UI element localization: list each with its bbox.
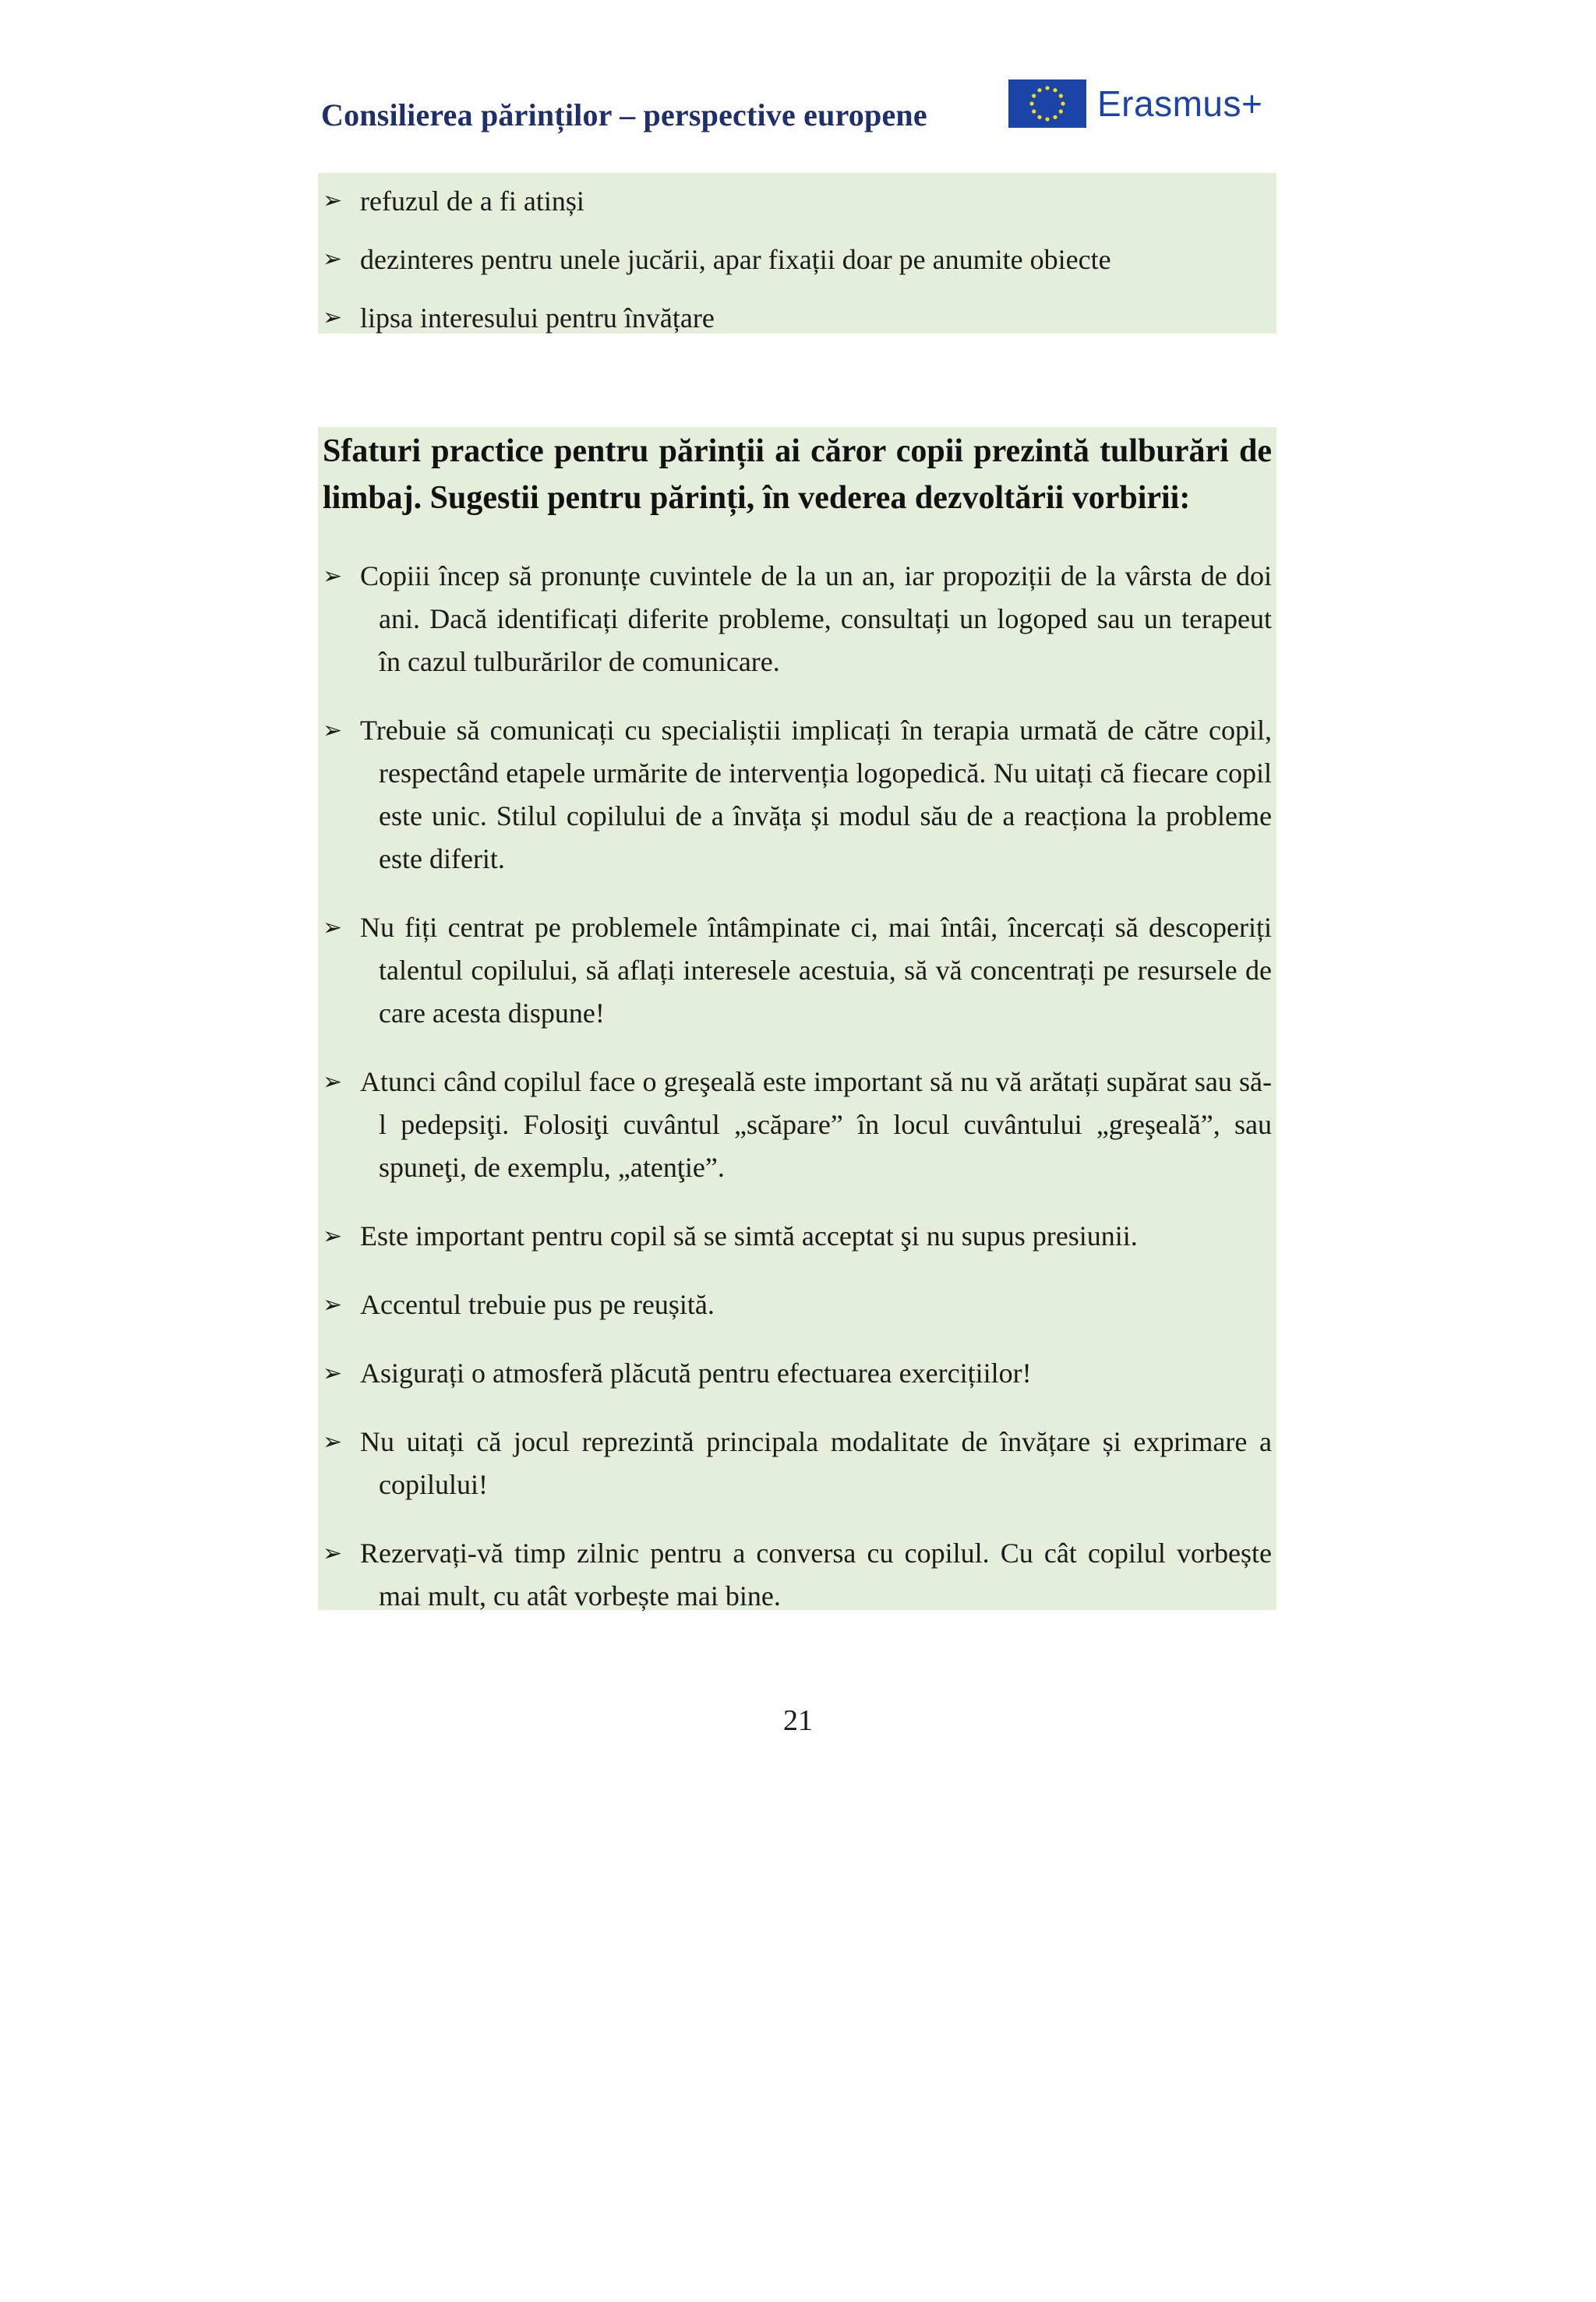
page-number: 21 <box>783 1704 813 1737</box>
list-item: ➢ Trebuie să comunicați cu specialiștii implicați în terapia urmată de către copil, respectând etapele urmărite de intervenția logopedică. Nu uitați că fiecare copil este unic. Stilul copilului de a învăța și modul său de a reacționa la probleme este diferit. <box>318 709 1276 881</box>
erasmus-logo <box>1008 79 1262 128</box>
arrow-bullet-icon: ➢ <box>323 1068 343 1096</box>
list-item: ➢ Nu fiți centrat pe problemele întâmpinate ci, mai întâi, încercați să descoperiți talentul copilului, să aflați interesele acestuia, să vă concentrați pe resursele de care acesta dispune! <box>318 906 1276 1035</box>
symptoms-list-box <box>318 173 1276 334</box>
erasmus-wordmark: Erasmus+ <box>1097 83 1263 124</box>
list-item: ➢ Rezervați-vă timp zilnic pentru a conversa cu copilul. Cu cât copilul vorbește mai mult, cu atât vorbește mai bine. <box>318 1532 1276 1618</box>
eu-flag-icon <box>1008 79 1086 128</box>
arrow-bullet-icon: ➢ <box>323 914 343 941</box>
list-item: ➢ lipsa interesului pentru învățare <box>318 298 1276 356</box>
arrow-bullet-icon: ➢ <box>323 1223 343 1250</box>
arrow-bullet-icon: ➢ <box>323 187 343 214</box>
arrow-bullet-icon: ➢ <box>323 717 343 744</box>
list-item: ➢ Este important pentru copil să se simtă acceptat şi nu supus presiunii. <box>318 1215 1276 1258</box>
arrow-bullet-icon: ➢ <box>323 1428 343 1456</box>
section-heading: Sfaturi practice pentru părinții ai căror copii prezintă tulburări de limbaj. Sugestii pentru părinți, în vederea dezvoltării vorbirii: <box>323 433 1272 516</box>
arrow-bullet-icon: ➢ <box>323 304 343 331</box>
list-item: ➢ Asigurați o atmosferă plăcută pentru efectuarea exercițiilor! <box>318 1352 1276 1395</box>
advice-list <box>318 555 1276 1618</box>
list-item: ➢ Atunci când copilul face o greşeală este important să nu vă arătați supărat sau să-l pedepsiţi. Folosiţi cuvântul „scăpare” în locul cuvântului „greşeală”, sau spuneţi, de exemplu, „atenţie”. <box>318 1061 1276 1189</box>
arrow-bullet-icon: ➢ <box>323 245 343 273</box>
page-header <box>321 76 1276 139</box>
list-item: ➢ Accentul trebuie pus pe reușită. <box>318 1283 1276 1326</box>
symptoms-list <box>318 173 1276 356</box>
header-title: Consilierea părinților – perspective europene <box>321 97 927 132</box>
arrow-bullet-icon: ➢ <box>323 1291 343 1319</box>
list-item: ➢ Nu uitați că jocul reprezintă principala modalitate de învățare și exprimare a copilului! <box>318 1421 1276 1506</box>
arrow-bullet-icon: ➢ <box>323 1360 343 1387</box>
list-item: ➢ refuzul de a fi atinși <box>318 181 1276 239</box>
advice-box <box>318 427 1276 1610</box>
arrow-bullet-icon: ➢ <box>323 1540 343 1567</box>
list-item: ➢ Copiii încep să pronunțe cuvintele de la un an, iar propoziții de la vârsta de doi ani. Dacă identificați diferite probleme, consultați un logoped sau un terapeut în cazul tulburărilor de comunicare. <box>318 555 1276 683</box>
arrow-bullet-icon: ➢ <box>323 563 343 590</box>
list-item: ➢ dezinteres pentru unele jucării, apar fixații doar pe anumite obiecte <box>318 239 1276 298</box>
